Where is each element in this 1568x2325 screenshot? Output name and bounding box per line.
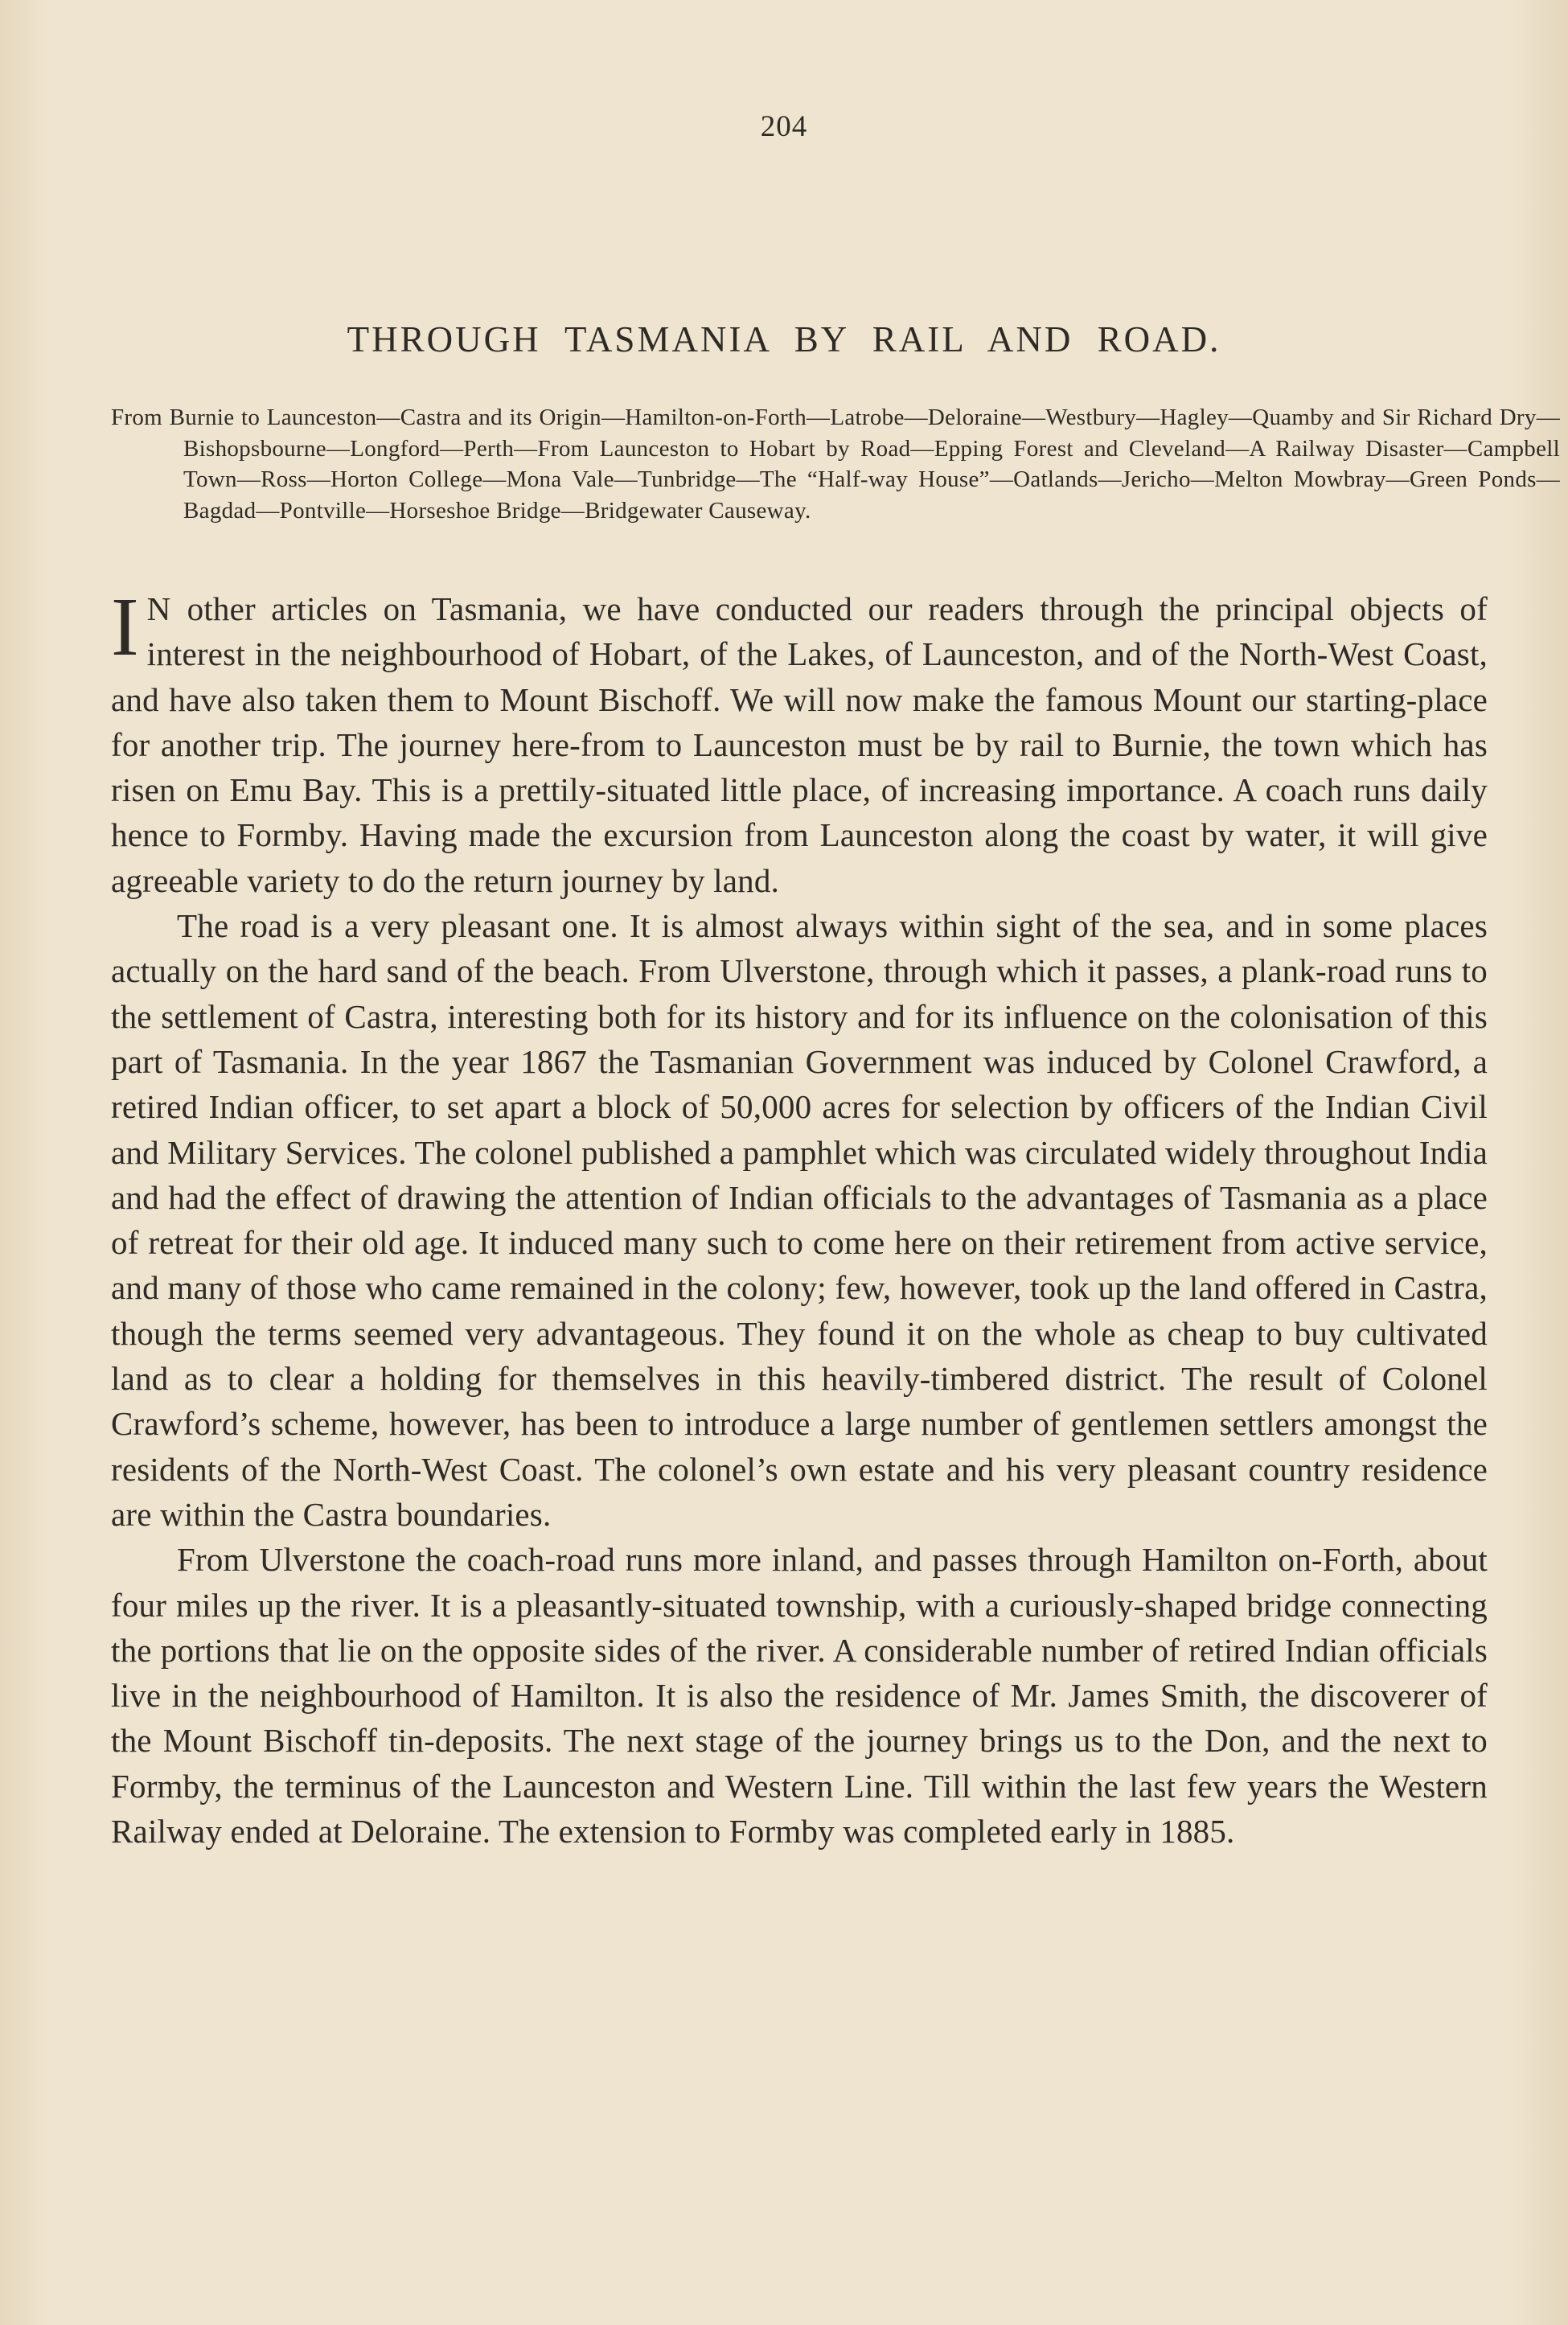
chapter-summary: From Burnie to Launceston—Castra and its Origin—Hamilton-on-Forth—Latrobe—Deloraine—Westbury—Hagley—Quamby and Sir Richard Dry—Bishopsbourne—Longford—Perth—From Launceston to Hobart by Road—Epping Forest and Cleveland—A Railway Disaster—Campbell Town—Ross—Horton College—Mona Vale—Tunbridge—The “Half-way House”—Oatlands—Jericho—Melton Mowbray—Green Ponds—Bagdad—Pontville—Horseshoe Bridge—Bridgewater Causeway. <box>111 405 1560 524</box>
paragraph-1 <box>111 581 1488 903</box>
first-word-rest: N <box>146 590 172 627</box>
drop-cap: I <box>111 581 139 673</box>
paragraph-2: The road is a very pleasant one. It is almost always within sight of the sea, and in some places actually on the hard sand of the beach. From Ulverstone, through which it passes, a plank-road runs to the settlement of Castra, interesting both for its history and for its influence on the colonisation of this part of Tasmania. In the year 1867 the Tasmanian Government was induced by Colonel Crawford, a retired Indian officer, to set apart a block of 50,000 acres for selection by officers of the Indian Civil and Military Services. The colonel published a pamphlet which was circulated widely throughout India and had the effect of drawing the attention of Indian officials to the advantages of Tasmania as a place of retreat for their old age. It induced many such to come here on their retirement from active service, and many of those who came remained in the colony; few, however, took up the land offered in Castra, though the terms seemed very advantageous. They found it on the whole as cheap to buy cultivated land as to clear a holding for themselves in this heavily-timbered district. The result of Colonel Crawford’s scheme, however, has been to introduce a large number of gentlemen settlers amongst the residents of the North-West Coast. The colonel’s own estate and his very pleasant country residence are within the Castra boundaries. <box>111 907 1488 1533</box>
page-number: 204 <box>760 110 808 143</box>
paragraph-3: From Ulverstone the coach-road runs more inland, and passes through Hamilton on-Forth, about four miles up the river. It is a pleasantly-situated township, with a curiously-shaped bridge connecting the portions that lie on the opposite sides of the river. A considerable number of retired Indian officials live in the neighbourhood of Hamilton. It is also the residence of Mr. James Smith, the discoverer of the Mount Bischoff tin-deposits. The next stage of the journey brings us to the Don, and the next to Formby, the terminus of the Launceston and Western Line. Till within the last few years the Western Railway ended at Deloraine. The extension to Formby was completed early in 1885. <box>111 1541 1488 1851</box>
article-body <box>111 581 1488 1854</box>
chapter-title: THROUGH TASMANIA BY RAIL AND ROAD. <box>347 319 1221 359</box>
paragraph-1-text: other articles on Tasmania, we have conducted our readers through the principal objects of interest in the neighbourhood of Hobart, of the Lakes, of Launceston, and of the North-West Coast, and have also taken them to Mount Bischoff. We will now make the famous Mount our starting-place for another trip. The journey here-from to Launceston must be by rail to Burnie, the town which has risen on Emu Bay. This is a prettily-situated little place, of increasing importance. A coach runs daily hence to Formby. Having made the excursion from Launceston along the coast by water, it will give agreeable variety to do the return journey by land. <box>111 590 1488 899</box>
